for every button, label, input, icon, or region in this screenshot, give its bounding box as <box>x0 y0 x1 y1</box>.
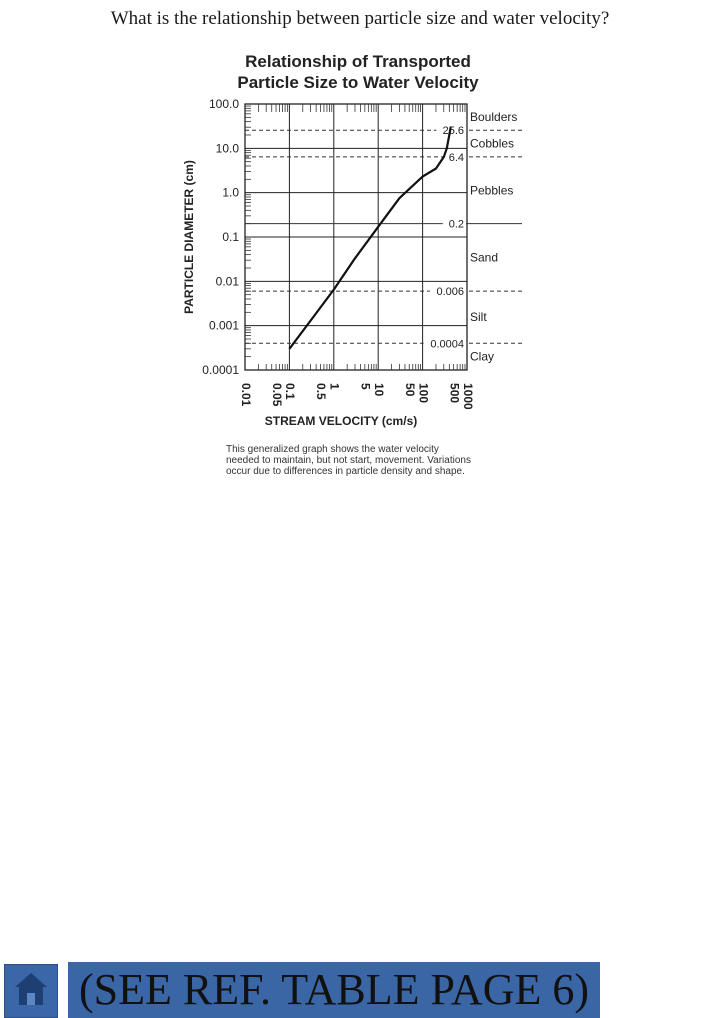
x-tick-label: 1 <box>327 383 342 390</box>
x-tick-label: 100 <box>416 383 431 404</box>
y-tick-label: 0.0001 <box>202 363 239 377</box>
y-axis-title: PARTICLE DIAMETER (cm) <box>182 160 196 314</box>
x-tick-label: 500 <box>447 383 462 404</box>
y-tick-labels <box>202 97 239 377</box>
x-tick-labels <box>239 383 475 410</box>
y-tick-label: 1.0 <box>222 185 239 200</box>
size-class-label: Clay <box>470 349 495 364</box>
caption-line: needed to maintain, but not start, movement. Variations <box>226 455 471 466</box>
boundary-label: 25.6 <box>442 125 464 138</box>
x-tick-label: 5 <box>358 383 373 390</box>
grid <box>245 104 467 370</box>
chart-title <box>237 52 479 92</box>
y-tick-label: 0.01 <box>215 274 239 289</box>
x-tick-label: 0.05 <box>269 383 284 407</box>
y-tick-label: 0.1 <box>222 230 239 244</box>
size-class-labels <box>470 110 517 364</box>
size-class-label: Boulders <box>470 110 518 125</box>
caption-line: occur due to differences in particle density and shape. <box>226 466 465 477</box>
chart-svg <box>0 0 720 480</box>
chart-caption <box>226 444 471 477</box>
home-icon <box>13 971 49 1009</box>
x-tick-label: 1000 <box>460 383 475 410</box>
size-class-label: Silt <box>470 310 487 325</box>
velocity-curve <box>289 127 450 349</box>
size-class-label: Sand <box>470 250 499 265</box>
x-tick-label: 0.5 <box>314 383 329 400</box>
x-tick-label: 0.01 <box>238 383 253 407</box>
y-tick-label: 0.001 <box>208 318 239 333</box>
chart-title-line-2: Particle Size to Water Velocity <box>237 73 479 92</box>
y-tick-label: 10.0 <box>215 141 239 156</box>
curve-layer <box>289 127 450 349</box>
y-tick-label: 100.0 <box>208 97 239 111</box>
boundary-label: 0.006 <box>436 286 464 299</box>
caption-line: This generalized graph shows the water velocity <box>226 444 439 455</box>
size-class-label: Pebbles <box>470 183 514 198</box>
chart-title-line-1: Relationship of Transported <box>245 52 471 71</box>
boundary-label: 6.4 <box>448 151 464 164</box>
boundary-label: 0.2 <box>448 218 464 231</box>
x-axis-title: STREAM VELOCITY (cm/s) <box>264 414 418 428</box>
reference-note: (SEE REF. TABLE PAGE 6) <box>68 962 600 1018</box>
size-class-label: Cobbles <box>470 136 515 151</box>
x-tick-label: 10 <box>372 383 387 397</box>
x-tick-label: 50 <box>403 383 418 397</box>
question-text: What is the relationship between particle size and water velocity? <box>110 8 610 29</box>
particle-velocity-chart <box>0 0 720 480</box>
boundary-label: 0.0004 <box>430 338 464 351</box>
footer-bar <box>0 480 720 1014</box>
x-tick-label: 0.1 <box>283 383 298 400</box>
home-button[interactable] <box>4 964 58 1018</box>
